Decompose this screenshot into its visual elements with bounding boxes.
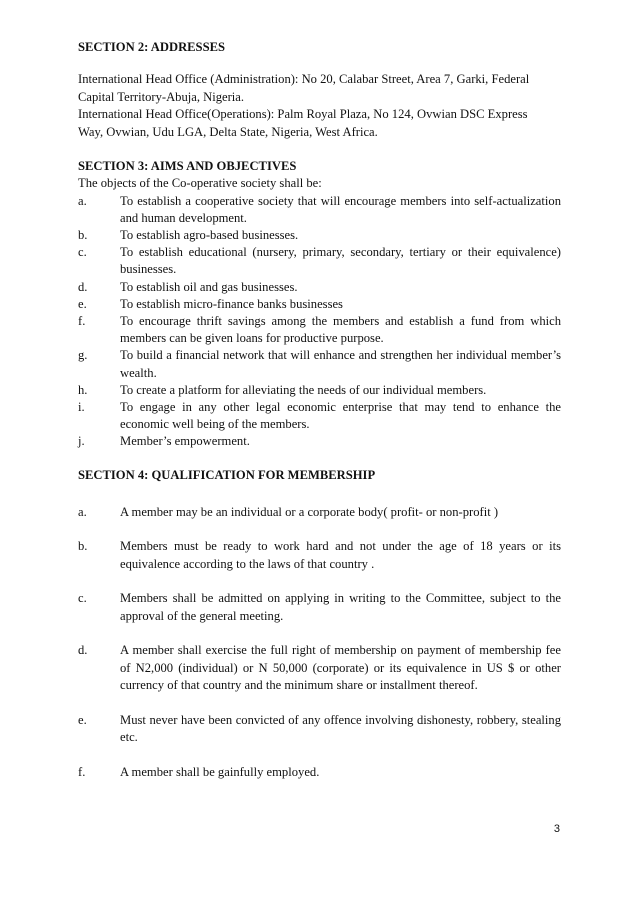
objectives-list — [78, 193, 561, 451]
address-line: International Head Office(Operations): Palm Royal Plaza, No 124, Ovwian DSC Express — [78, 107, 528, 121]
item-text: To establish micro-finance banks businesses — [120, 296, 343, 311]
page-content — [78, 38, 561, 781]
addresses-block — [78, 71, 561, 141]
item-label: b. — [78, 539, 88, 554]
item-text: To engage in any other legal economic enterprise that may tend to enhance the economic well being of the members. — [120, 399, 561, 432]
item-label: c. — [78, 245, 87, 260]
list-item — [78, 313, 561, 347]
list-item — [78, 399, 561, 433]
item-text: To establish agro-based businesses. — [120, 227, 299, 242]
item-label: i. — [78, 399, 85, 414]
list-item — [78, 227, 561, 244]
item-label: d. — [78, 643, 88, 658]
list-item — [78, 347, 561, 381]
item-text: Members shall be admitted on applying in writing to the Committee, subject to the approval of the general meeting. — [120, 591, 561, 623]
address-line: Way, Ovwian, Udu LGA, Delta State, Nigeria, West Africa. — [78, 124, 378, 139]
list-item — [78, 279, 561, 296]
item-label: j. — [78, 434, 85, 449]
list-item — [78, 764, 561, 782]
item-text: A member shall be gainfully employed. — [120, 764, 320, 779]
item-label: d. — [78, 279, 88, 294]
item-label: e. — [78, 712, 87, 727]
item-label: h. — [78, 382, 88, 397]
section-4-heading: SECTION 4: QUALIFICATION FOR MEMBERSHIP — [78, 467, 376, 482]
list-item — [78, 433, 561, 450]
list-item — [78, 244, 561, 278]
item-text: To build a financial network that will enhance and strengthen her individual member’s wealth. — [120, 348, 561, 380]
qualification-list — [78, 504, 561, 782]
item-label: e. — [78, 296, 87, 311]
list-item — [78, 712, 561, 747]
item-text: Member’s empowerment. — [120, 434, 250, 449]
list-item — [78, 538, 561, 573]
item-text: To create a platform for alleviating the needs of our individual members. — [120, 382, 487, 397]
list-item — [78, 382, 561, 399]
item-text: To encourage thrift savings among the members and establish a fund from which members can be given loans for productive purpose. — [120, 313, 561, 346]
item-label: g. — [78, 348, 88, 363]
item-text: Members must be ready to work hard and not under the age of 18 years or its equivalence according to the laws of that country . — [120, 539, 561, 571]
address-line: Capital Territory-Abuja, Nigeria. — [78, 89, 245, 104]
list-item — [78, 296, 561, 313]
address-line: International Head Office (Administration): No 20, Calabar Street, Area 7, Garki, Federal — [78, 72, 530, 86]
item-text: Must never have been convicted of any offence involving dishonesty, robbery, stealing etc. — [120, 712, 561, 745]
list-item — [78, 504, 561, 522]
section-2-heading: SECTION 2: ADDRESSES — [78, 40, 225, 54]
item-text: To establish oil and gas businesses. — [120, 279, 298, 294]
item-label: c. — [78, 591, 87, 606]
item-label: b. — [78, 227, 88, 242]
item-text: To establish educational (nursery, primary, secondary, tertiary or their equivalence) businesses. — [120, 245, 561, 277]
item-text: A member may be an individual or a corporate body( profit- or non-profit ) — [120, 504, 499, 519]
page-number: 3 — [553, 823, 560, 835]
item-text: To establish a cooperative society that will encourage members into self-actualization and human development. — [120, 193, 561, 225]
item-label: a. — [78, 504, 87, 519]
section-3-intro: The objects of the Co-operative society shall be: — [78, 176, 322, 190]
section-3-heading: SECTION 3: AIMS AND OBJECTIVES — [78, 159, 297, 173]
item-label: f. — [78, 313, 86, 328]
item-text: A member shall exercise the full right of membership on payment of membership fee of N2,000 (individual) or N 50,000 (corporate) or its equivalence in US $ or other currency of that country and the minimum share or installment thereof. — [120, 643, 561, 693]
list-item — [78, 590, 561, 625]
list-item — [78, 193, 561, 227]
item-label: f. — [78, 764, 86, 779]
list-item — [78, 642, 561, 695]
item-label: a. — [78, 193, 87, 208]
